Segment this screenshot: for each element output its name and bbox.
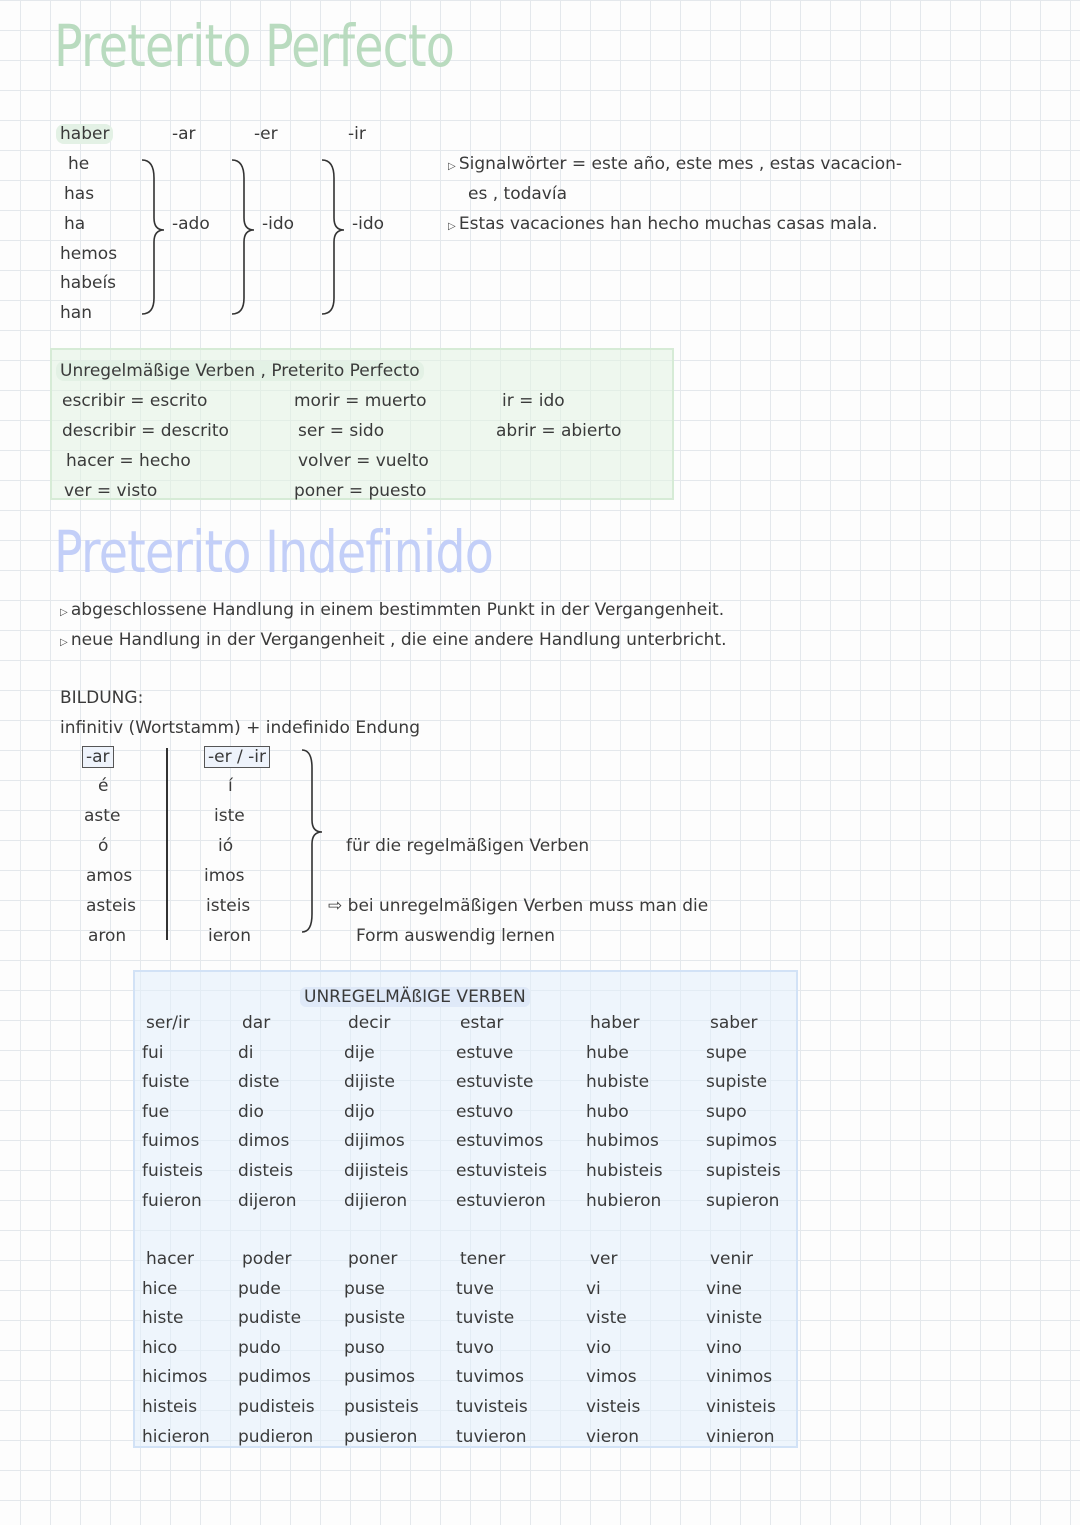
verb-form: pudimos: [238, 1367, 311, 1388]
verb-infinitive: saber: [710, 1013, 758, 1033]
perfecto-title: Preterito Perfecto: [54, 12, 455, 80]
verb-form: estuvimos: [456, 1131, 544, 1152]
verb-form: diste: [238, 1072, 280, 1093]
irregular-note-cont: Form auswendig lernen: [356, 926, 556, 946]
irregular-pair: abrir = abierto: [496, 421, 622, 441]
verb-form: pusisteis: [344, 1397, 419, 1417]
verb-form: hubisteis: [586, 1161, 663, 1181]
usage-bullet: ▷ neue Handlung in der Vergangenheit , die eine andere Handlung unterbricht.: [60, 630, 727, 650]
verb-infinitive: decir: [348, 1013, 391, 1033]
verb-form: fuisteis: [142, 1161, 204, 1181]
haber-form: hemos: [60, 244, 118, 264]
haber-form: han: [60, 303, 92, 323]
verb-form: fue: [142, 1101, 170, 1122]
verb-form: supiste: [706, 1072, 768, 1093]
er-ir-ending: iste: [214, 806, 245, 826]
verb-infinitive: poner: [348, 1249, 398, 1269]
verb-form: fuieron: [142, 1190, 202, 1211]
verb-infinitive: hacer: [146, 1249, 194, 1269]
verb-form: estuvo: [456, 1101, 514, 1122]
verb-form: hicieron: [142, 1426, 210, 1447]
verb-form: estuvisteis: [456, 1161, 548, 1181]
verb-form: pudiste: [238, 1308, 302, 1329]
verb-form: vimos: [586, 1367, 637, 1388]
er-ir-header: -er / -ir: [204, 747, 270, 767]
verb-form: puso: [344, 1337, 385, 1358]
triangle-bullet-icon: ▷: [60, 607, 71, 618]
verb-form: dijimos: [344, 1131, 405, 1152]
irregular-perfecto-title: Unregelmäßige Verben , Preterito Perfecto: [56, 361, 424, 381]
ending-ir: -ido: [352, 214, 385, 234]
verb-form: supieron: [706, 1190, 780, 1211]
ar-ending: aron: [88, 926, 127, 946]
verb-infinitive: dar: [242, 1013, 271, 1033]
verb-form: vinieron: [706, 1426, 775, 1447]
verb-form: histeis: [142, 1397, 198, 1417]
er-ir-ending: ió: [218, 836, 234, 856]
triangle-bullet-icon: ▷: [60, 637, 71, 648]
verb-form: vio: [586, 1337, 612, 1358]
ending-ar: -ado: [172, 214, 210, 234]
verb-infinitive: ser/ir: [146, 1013, 190, 1033]
column-divider: [166, 748, 168, 940]
verb-form: hicimos: [142, 1367, 208, 1388]
irregular-pair: morir = muerto: [294, 391, 427, 411]
bildung-label: BILDUNG:: [60, 688, 144, 708]
verb-form: histe: [142, 1308, 184, 1329]
verb-form: tuvieron: [456, 1426, 527, 1447]
verb-form: viniste: [706, 1308, 763, 1329]
irregular-pair: volver = vuelto: [298, 451, 429, 471]
ar-ending: amos: [86, 866, 133, 886]
verb-infinitive: ver: [590, 1249, 618, 1269]
verb-form: dijeron: [238, 1190, 297, 1211]
verb-form: pusieron: [344, 1426, 418, 1447]
ar-ending: ó: [98, 836, 109, 856]
verb-form: vi: [586, 1278, 601, 1299]
er-ir-ending: imos: [204, 866, 245, 886]
triangle-bullet-icon: ▷: [448, 221, 459, 232]
verb-form: fui: [142, 1042, 164, 1063]
verb-form: pudo: [238, 1337, 281, 1358]
verb-form: hube: [586, 1042, 629, 1063]
verb-infinitive: estar: [460, 1013, 504, 1033]
verb-form: supe: [706, 1042, 747, 1063]
verb-infinitive: venir: [710, 1249, 754, 1269]
ar-ending: é: [98, 776, 109, 796]
haber-label: haber: [56, 124, 113, 144]
verb-form: hubieron: [586, 1190, 662, 1211]
verb-form: tuviste: [456, 1308, 515, 1329]
haber-form: has: [64, 184, 95, 204]
example-sentence: ▷ Estas vacaciones han hecho muchas casas mala.: [448, 214, 878, 234]
bildung-formula: infinitiv (Wortstamm) + indefinido Endung: [60, 718, 420, 738]
brace-icon: [300, 748, 330, 938]
brace-icon: [140, 158, 170, 318]
verb-form: dio: [238, 1101, 264, 1122]
verb-form: vinisteis: [706, 1397, 776, 1417]
irregular-pair: ser = sido: [298, 421, 385, 441]
verb-form: tuvimos: [456, 1367, 525, 1388]
usage-bullet: ▷ abgeschlossene Handlung in einem bestimmten Punkt in der Vergangenheit.: [60, 600, 725, 620]
regular-note: für die regelmäßigen Verben: [346, 836, 590, 856]
ar-ending: aste: [84, 806, 121, 826]
verb-form: estuvieron: [456, 1190, 546, 1211]
haber-form: he: [68, 154, 90, 174]
verb-form: pudieron: [238, 1426, 314, 1447]
verb-form: supimos: [706, 1131, 777, 1152]
verb-form: visteis: [586, 1397, 641, 1417]
signal-words-cont: es , todavía: [468, 184, 568, 204]
verb-form: pudisteis: [238, 1397, 315, 1417]
verb-form: hubimos: [586, 1131, 659, 1152]
irregular-pair: ir = ido: [502, 391, 565, 411]
verb-infinitive: poder: [242, 1249, 292, 1269]
verb-form: puse: [344, 1278, 385, 1299]
verb-form: dimos: [238, 1131, 290, 1152]
verb-form: estuviste: [456, 1072, 534, 1093]
irregular-pair: ver = visto: [64, 481, 158, 501]
verb-form: supisteis: [706, 1161, 781, 1181]
verb-form: viste: [586, 1308, 627, 1329]
verb-form: tuvo: [456, 1337, 494, 1358]
ending-er: -ido: [262, 214, 295, 234]
haber-form: ha: [64, 214, 86, 234]
header-ir: -ir: [348, 124, 366, 144]
verb-form: dijo: [344, 1101, 375, 1122]
verb-form: dijisteis: [344, 1161, 409, 1181]
verb-form: dije: [344, 1042, 375, 1063]
verb-form: supo: [706, 1101, 747, 1122]
irregular-pair: escribir = escrito: [62, 391, 208, 411]
verb-form: dijieron: [344, 1190, 408, 1211]
verb-infinitive: tener: [460, 1249, 506, 1269]
verb-form: pude: [238, 1278, 281, 1299]
indefinido-title: Preterito Indefinido: [54, 518, 493, 586]
er-ir-ending: í: [228, 776, 233, 796]
irregular-pair: describir = descrito: [62, 421, 229, 441]
er-ir-ending: isteis: [206, 896, 251, 916]
triangle-bullet-icon: ▷: [448, 161, 459, 172]
irregular-pair: poner = puesto: [294, 481, 427, 501]
er-ir-ending: ieron: [208, 926, 251, 946]
verb-form: vieron: [586, 1426, 640, 1447]
ar-header: -ar: [82, 747, 114, 767]
header-er: -er: [254, 124, 278, 144]
irregular-pair: hacer = hecho: [66, 451, 191, 471]
haber-form: habeís: [60, 273, 117, 293]
verb-form: vine: [706, 1278, 743, 1299]
irregular-table-title: UNREGELMÄßIGE VERBEN: [300, 987, 530, 1007]
ar-ending: asteis: [86, 896, 136, 916]
header-ar: -ar: [172, 124, 196, 144]
brace-icon: [320, 158, 350, 318]
irregular-note: ⇨ bei unregelmäßigen Verben muss man die: [328, 896, 709, 916]
verb-form: hico: [142, 1337, 178, 1358]
verb-form: disteis: [238, 1161, 294, 1181]
verb-form: pusiste: [344, 1308, 406, 1329]
verb-form: tuvisteis: [456, 1397, 528, 1417]
verb-form: hice: [142, 1278, 178, 1299]
verb-form: fuimos: [142, 1131, 200, 1152]
verb-form: fuiste: [142, 1072, 190, 1093]
verb-form: vino: [706, 1337, 742, 1358]
verb-infinitive: haber: [590, 1013, 640, 1033]
signal-words: ▷ Signalwörter = este año, este mes , estas vacacion-: [448, 154, 903, 174]
verb-form: tuve: [456, 1278, 494, 1299]
verb-form: hubo: [586, 1101, 629, 1122]
verb-form: di: [238, 1042, 254, 1063]
verb-form: dijiste: [344, 1072, 395, 1093]
brace-icon: [230, 158, 260, 318]
verb-form: pusimos: [344, 1367, 415, 1388]
verb-form: estuve: [456, 1042, 514, 1063]
verb-form: hubiste: [586, 1072, 650, 1093]
verb-form: vinimos: [706, 1367, 773, 1388]
